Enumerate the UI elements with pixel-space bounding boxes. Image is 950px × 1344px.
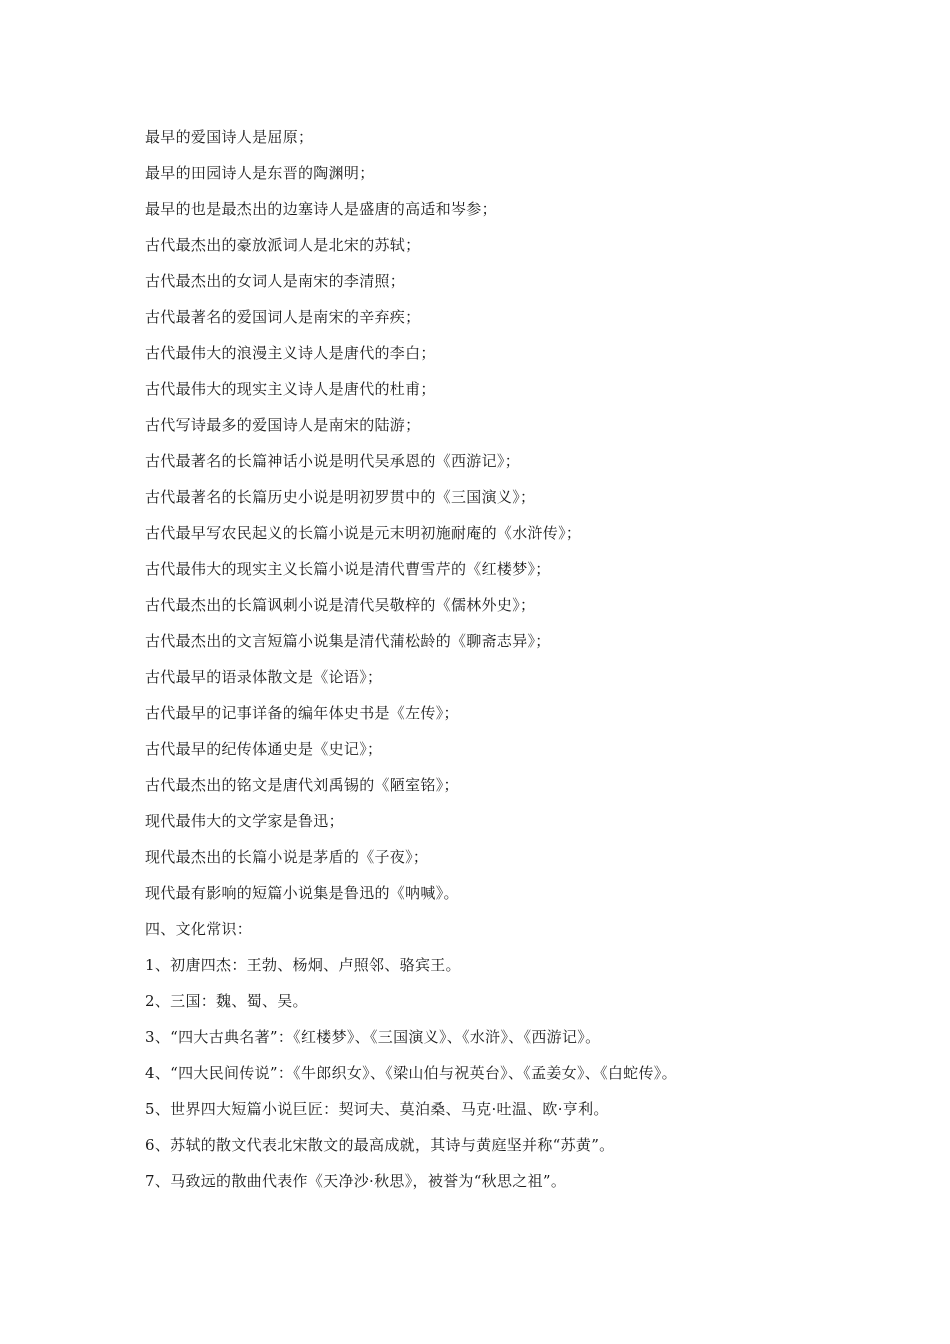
text-line: 最早的爱国诗人是屈原； bbox=[145, 128, 314, 146]
text-line: 现代最伟大的文学家是鲁迅； bbox=[145, 812, 344, 830]
text-line: 古代最早的语录体散文是《论语》； bbox=[145, 668, 383, 686]
text-line: 古代最著名的长篇历史小说是明初罗贯中的《三国演义》； bbox=[145, 488, 536, 506]
text-line: 古代最杰出的文言短篇小说集是清代蒲松龄的《聊斋志异》； bbox=[145, 632, 551, 650]
text-line: 古代写诗最多的爱国诗人是南宋的陆游； bbox=[145, 416, 421, 434]
text-line: 古代最伟大的现实主义诗人是唐代的杜甫； bbox=[145, 380, 436, 398]
text-line: 最早的田园诗人是东晋的陶渊明； bbox=[145, 164, 375, 182]
text-line: 古代最伟大的浪漫主义诗人是唐代的李白； bbox=[145, 344, 436, 362]
list-item: 1、初唐四杰：王勃、杨炯、卢照邻、骆宾王。 bbox=[145, 956, 461, 974]
text-line: 古代最伟大的现实主义长篇小说是清代曹雪芹的《红楼梦》； bbox=[145, 560, 551, 578]
text-line: 古代最著名的爱国词人是南宋的辛弃疾； bbox=[145, 308, 421, 326]
section-heading: 四、文化常识： bbox=[145, 920, 253, 938]
text-line: 古代最杰出的豪放派词人是北宋的苏轼； bbox=[145, 236, 421, 254]
list-item: 4、“四大民间传说”：《牛郎织女》、《梁山伯与祝英台》、《孟姜女》、《白蛇传》。 bbox=[145, 1064, 677, 1082]
text-line: 现代最有影响的短篇小说集是鲁迅的《呐喊》。 bbox=[145, 884, 459, 902]
list-item: 7、马致远的散曲代表作《天净沙·秋思》，被誉为“秋思之祖”。 bbox=[145, 1172, 567, 1190]
text-line: 古代最早的记事详备的编年体史书是《左传》； bbox=[145, 704, 459, 722]
text-line: 古代最早的纪传体通史是《史记》； bbox=[145, 740, 383, 758]
list-item: 2、三国：魏、蜀、吴。 bbox=[145, 992, 308, 1010]
text-line: 古代最早写农民起义的长篇小说是元末明初施耐庵的《水浒传》； bbox=[145, 524, 582, 542]
text-line: 古代最杰出的女词人是南宋的李清照； bbox=[145, 272, 406, 290]
text-line: 古代最著名的长篇神话小说是明代吴承恩的《西游记》； bbox=[145, 452, 521, 470]
text-line: 现代最杰出的长篇小说是茅盾的《子夜》； bbox=[145, 848, 429, 866]
document-body bbox=[145, 124, 845, 1204]
list-item: 5、世界四大短篇小说巨匠：契诃夫、莫泊桑、马克·吐温、欧·亨利。 bbox=[145, 1100, 609, 1118]
list-item: 3、“四大古典名著”：《红楼梦》、《三国演义》、《水浒》、《西游记》。 bbox=[145, 1028, 601, 1046]
list-item: 6、苏轼的散文代表北宋散文的最高成就，其诗与黄庭坚并称“苏黄”。 bbox=[145, 1136, 615, 1154]
text-line: 古代最杰出的铭文是唐代刘禹锡的《陋室铭》； bbox=[145, 776, 459, 794]
text-line: 古代最杰出的长篇讽刺小说是清代吴敬梓的《儒林外史》； bbox=[145, 596, 536, 614]
text-line: 最早的也是最杰出的边塞诗人是盛唐的高适和岑参； bbox=[145, 200, 497, 218]
